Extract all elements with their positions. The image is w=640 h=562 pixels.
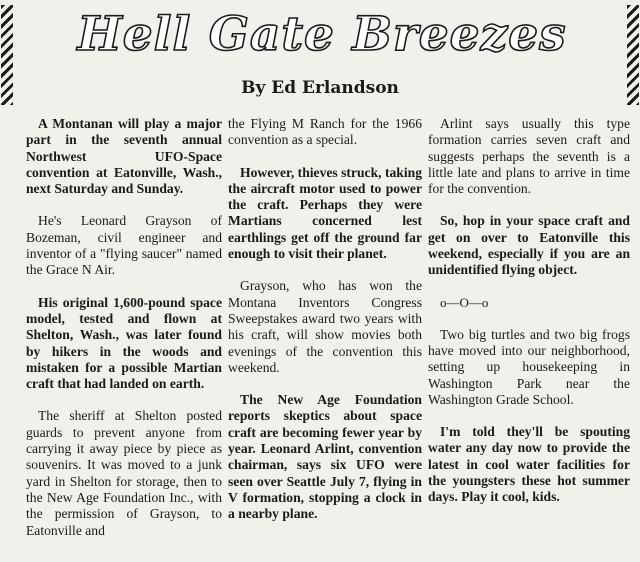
paragraph: So, hop in your space craft and get on over to Eatonville this weekend, especially if you are an unidentified flying object. [428,213,630,278]
paragraph: His original 1,600-pound space model, tested and flown at Shelton, Wash., was later found by hikers in the woods and mistaken for a possible Martian craft that had landed on earth. [26,294,222,392]
byline: By Ed Erlandson [241,78,399,98]
article-column-2 [228,116,422,562]
section-divider: o—O—o [440,294,489,310]
article-column-3 [428,116,630,562]
paragraph: He's Leonard Grayson of Bozeman, civil engineer and inventor of a "flying saucer" named the Grace N Air. [26,213,222,278]
paragraph: A Montanan will play a major part in the seventh annual Northwest UFO-Space convention at Eatonville, Wash., next Saturday and Sunday. [26,116,222,197]
paragraph: Arlint says usually this type formation carries seven craft and suggests perhaps the seventh is a little late and plans to arrive in time for the convention. [428,116,630,197]
paragraph: Grayson, who has won the Montana Inventors Congress Sweepstakes award two years with his craft, will show movies both evenings of the convention this weekend. [228,278,422,375]
paragraph: I'm told they'll be spouting water any day now to provide the latest in cool water facilities for the youngsters these hot summer days. Play it cool, kids. [428,424,630,505]
paragraph: the Flying M Ranch for the 1966 convention as a special. [228,116,422,148]
paragraph: The New Age Foundation reports skeptics about space craft are becoming fewer year by year. Leonard Arlint, convention chairman, says six UFO were seen over Seattle July 7, flying in V formation, stopping a clock in a nearby plane. [228,392,422,522]
headline: Hell Gate Breezes [77,7,567,62]
paragraph: Two big turtles and two big frogs have moved into our neighborhood, setting up housekeeping in Washington Park near the Washington Grade School. [428,326,630,407]
article-column-1 [26,116,222,562]
paragraph: However, thieves struck, taking the aircraft motor used to power the craft. Perhaps they were Martians concerned lest earthlings get off the ground far enough to visit their planet. [228,164,422,262]
paragraph: The sheriff at Shelton posted guards to prevent anyone from carrying it away piece by piece as souvenirs. It was moved to a junk yard in Shelton for storage, then to the New Age Foundation Inc., with the permission of Grayson, to Eatonville and [26,408,222,538]
